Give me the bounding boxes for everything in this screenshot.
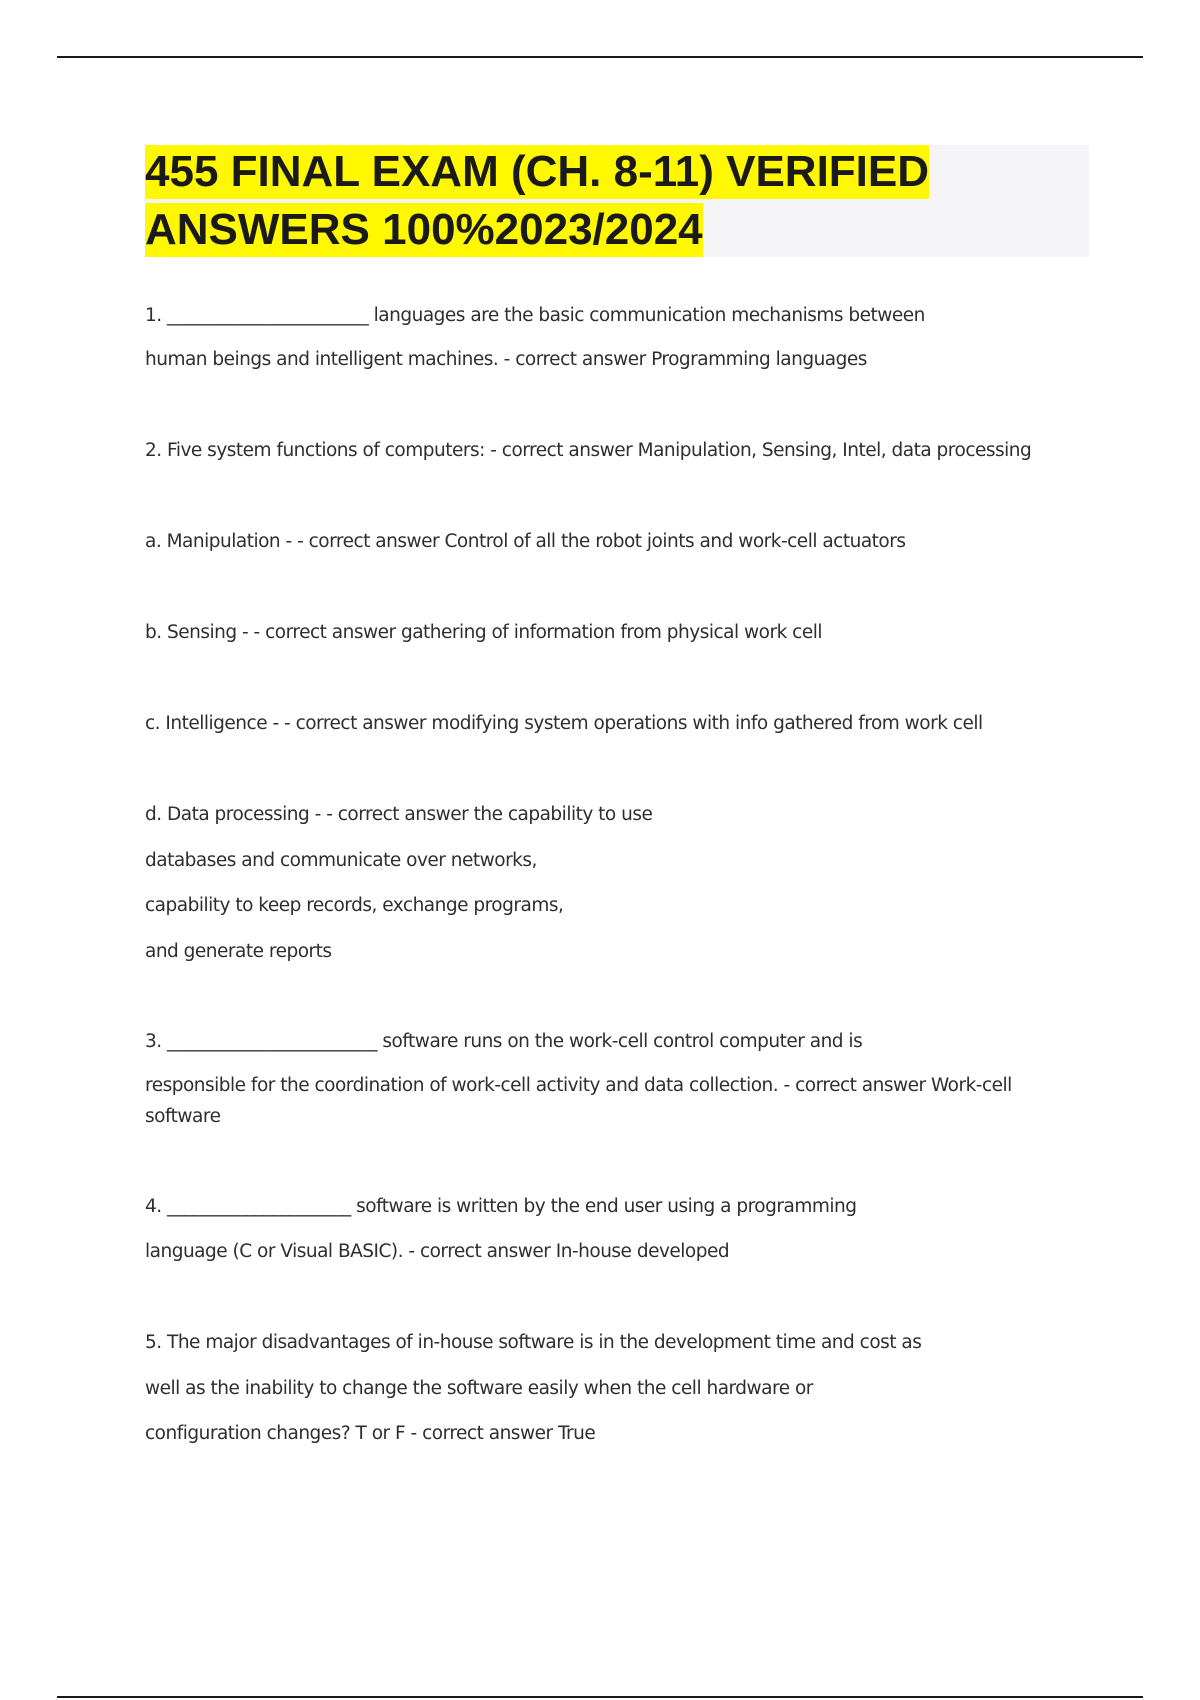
question-3-line-1: 3. ________________________ software runs on the work-cell control computer and is [145,1031,863,1052]
document-title-line-2 [145,203,703,257]
question-1-line-2: human beings and intelligent machines. - correct answer Programming languages [145,349,867,370]
answer-d-line-2: databases and communicate over networks, [145,850,537,871]
question-2: 2. Five system functions of computers: - correct answer Manipulation, Sensing, Intel, data processing [145,440,1032,461]
answer-b: b. Sensing - - correct answer gathering of information from physical work cell [145,622,822,643]
question-5-line-2: well as the inability to change the software easily when the cell hardware or [145,1378,813,1399]
question-5-line-1: 5. The major disadvantages of in-house software is in the development time and cost as [145,1332,922,1353]
answer-d-line-4: and generate reports [145,941,332,962]
answer-d-line-3: capability to keep records, exchange programs, [145,895,564,916]
bottom-rule [57,1696,1143,1698]
question-5-line-3: configuration changes? T or F - correct answer True [145,1423,596,1444]
document-title-line-1 [145,145,929,199]
answer-c: c. Intelligence - - correct answer modifying system operations with info gathered from work cell [145,713,983,734]
question-3-line-2: responsible for the coordination of work-cell activity and data collection. - correct answer Work-cell [145,1075,1012,1096]
title-highlight-2: ANSWERS 100%2023/2024 [145,203,703,257]
question-1-line-1: 1. _______________________ languages are the basic communication mechanisms between [145,305,925,326]
question-4-line-1: 4. _____________________ software is written by the end user using a programming [145,1196,857,1217]
question-4-line-2: language (C or Visual BASIC). - correct answer In-house developed [145,1241,730,1262]
top-rule [57,56,1143,58]
title-highlight-1: 455 FINAL EXAM (CH. 8-11) VERIFIED [145,145,929,199]
answer-d-line-1: d. Data processing - - correct answer the capability to use [145,804,653,825]
question-3-line-3: software [145,1106,221,1127]
answer-a: a. Manipulation - - correct answer Control of all the robot joints and work-cell actuators [145,531,906,552]
